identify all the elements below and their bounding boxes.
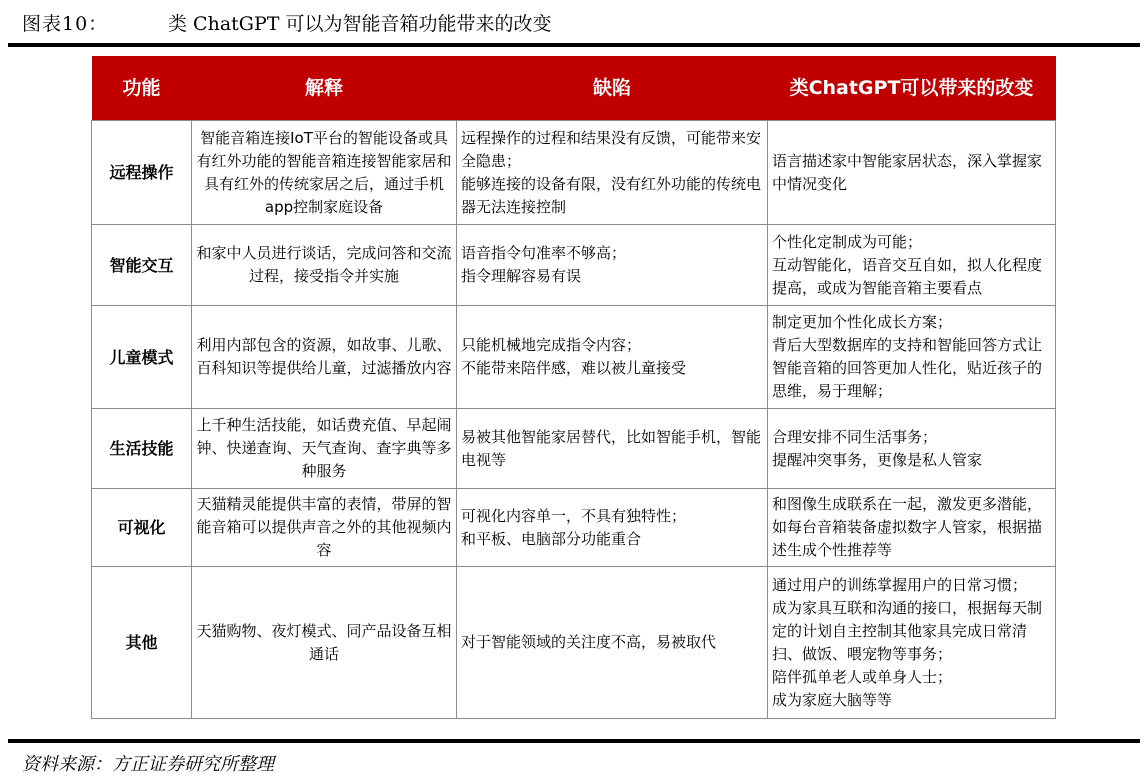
table-header-row (92, 56, 1056, 121)
defect-cell: 易被其他智能家居替代，比如智能手机，智能电视等 (457, 409, 768, 489)
explanation-cell: 天猫购物、夜灯模式、同产品设备互相通话 (192, 567, 457, 719)
explanation-cell: 上千种生活技能，如话费充值、早起闹钟、快递查询、天气查询、查字典等多种服务 (192, 409, 457, 489)
table-row (92, 225, 1056, 306)
header-defect: 缺陷 (457, 56, 768, 121)
function-cell: 远程操作 (92, 121, 192, 225)
table-row (92, 306, 1056, 409)
bottom-rule (8, 739, 1140, 743)
change-cell: 制定更加个性化成长方案； 背后大型数据库的支持和智能回答方式让智能音箱的回答更加人性化，贴近孩子的思维，易于理解； (768, 306, 1056, 409)
change-cell: 合理安排不同生活事务； 提醒冲突事务，更像是私人管家 (768, 409, 1056, 489)
header-change: 类ChatGPT可以带来的改变 (768, 56, 1056, 121)
comparison-table (91, 56, 1056, 719)
function-cell: 可视化 (92, 489, 192, 567)
top-rule (8, 43, 1140, 47)
figure-title: 类 ChatGPT 可以为智能音箱功能带来的改变 (168, 13, 552, 35)
change-cell: 和图像生成联系在一起，激发更多潜能，如每台音箱装备虚拟数字人管家，根据描述生成个性推荐等 (768, 489, 1056, 567)
table-row (92, 489, 1056, 567)
defect-cell: 语音指令句准率不够高； 指令理解容易有误 (457, 225, 768, 306)
header-function: 功能 (92, 56, 192, 121)
explanation-cell: 智能音箱连接IoT平台的智能设备或具有红外功能的智能音箱连接智能家居和具有红外的传统家居之后，通过手机app控制家庭设备 (192, 121, 457, 225)
defect-cell: 对于智能领域的关注度不高，易被取代 (457, 567, 768, 719)
explanation-cell: 利用内部包含的资源，如故事、儿歌、百科知识等提供给儿童，过滤播放内容 (192, 306, 457, 409)
change-cell: 个性化定制成为可能； 互动智能化，语音交互自如，拟人化程度提高，或成为智能音箱主要看点 (768, 225, 1056, 306)
figure-label: 图表10： (22, 13, 109, 35)
function-cell: 生活技能 (92, 409, 192, 489)
change-cell: 语言描述家中智能家居状态，深入掌握家中情况变化 (768, 121, 1056, 225)
table-row (92, 121, 1056, 225)
change-cell: 通过用户的训练掌握用户的日常习惯； 成为家具互联和沟通的接口，根据每天制定的计划自主控制其他家具完成日常清扫、做饭、喂宠物等事务； 陪伴孤单老人或单身人士； 成为家庭大脑等等 (768, 567, 1056, 719)
header-explanation: 解释 (192, 56, 457, 121)
figure-header (0, 0, 1140, 48)
function-cell: 儿童模式 (92, 306, 192, 409)
source-note: 资料来源：方正证券研究所整理 (22, 754, 274, 775)
function-cell: 其他 (92, 567, 192, 719)
table-row (92, 567, 1056, 719)
defect-cell: 只能机械地完成指令内容； 不能带来陪伴感，难以被儿童接受 (457, 306, 768, 409)
table-row (92, 409, 1056, 489)
defect-cell: 可视化内容单一，不具有独特性； 和平板、电脑部分功能重合 (457, 489, 768, 567)
defect-cell: 远程操作的过程和结果没有反馈，可能带来安全隐患； 能够连接的设备有限，没有红外功能的传统电器无法连接控制 (457, 121, 768, 225)
function-cell: 智能交互 (92, 225, 192, 306)
explanation-cell: 和家中人员进行谈话，完成问答和交流过程，接受指令并实施 (192, 225, 457, 306)
explanation-cell: 天猫精灵能提供丰富的表情，带屏的智能音箱可以提供声音之外的其他视频内容 (192, 489, 457, 567)
